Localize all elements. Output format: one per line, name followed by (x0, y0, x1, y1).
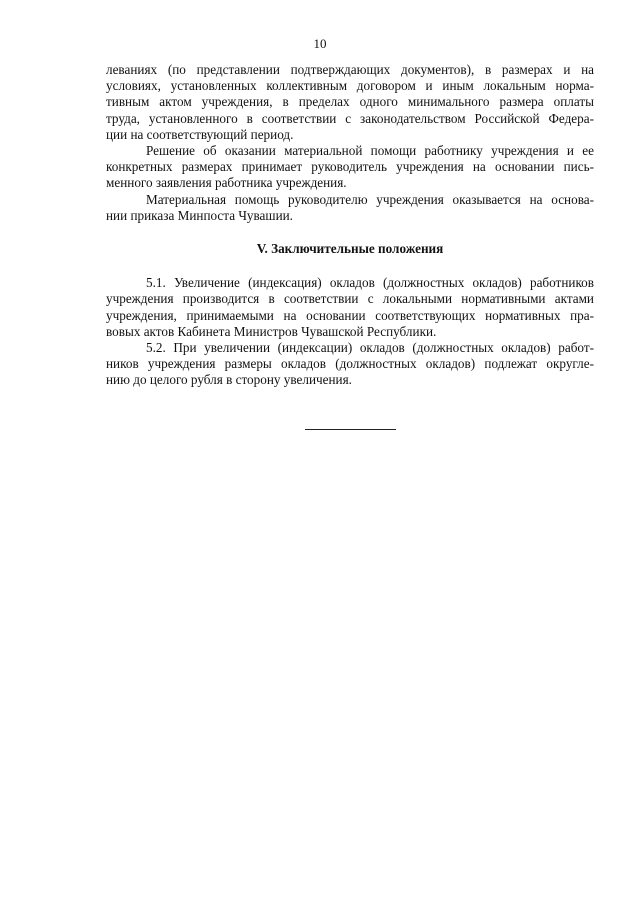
clause-5-2-paragraph (106, 340, 594, 389)
text-line: Материальная помощь руководителю учреждения оказывается на основа- (146, 191, 594, 207)
text-line: тивным актом учреждения, в пределах одного минимального размера оплаты (106, 94, 594, 110)
end-of-document-rule (305, 429, 396, 430)
text-line: учреждения производится в соответствии с локальными нормативными актами (106, 291, 594, 307)
section-heading: V. Заключительные положения (256, 241, 444, 257)
continuation-paragraph (106, 62, 594, 143)
text-line: ции на соответствующий период. (106, 126, 294, 142)
text-line: ников учреждения размеры окладов (должностных окладов) подлежат округле- (106, 356, 594, 372)
text-line: 5.1. Увеличение (индексация) окладов (должностных окладов) работников (146, 275, 594, 291)
document-body (106, 62, 594, 389)
text-line: 5.2. При увеличении (индексации) окладов (должностных окладов) работ- (146, 340, 594, 356)
text-line: Решение об оказании материальной помощи работнику учреждения и ее (146, 143, 594, 159)
text-line: учреждения, принимаемыми на основании соответствующих нормативных пра- (106, 307, 594, 323)
text-line: конкретных размерах принимает руководитель учреждения на основании пись- (106, 159, 594, 175)
text-line: леваниях (по представлении подтверждающих документов), в размерах и на (106, 62, 594, 77)
text-line: менного заявления работника учреждения. (106, 175, 347, 191)
text-line: труда, установленного в соответствии с законодательством Российской Федера- (106, 110, 594, 126)
text-line: нию до целого рубля в сторону увеличения. (106, 372, 352, 388)
page-number: 10 (313, 36, 327, 51)
clause-5-1-paragraph (106, 275, 594, 340)
decision-paragraph (106, 143, 594, 192)
director-aid-paragraph (106, 192, 594, 224)
text-line: вовых актов Кабинета Министров Чувашской Республики. (106, 323, 437, 339)
text-line: нии приказа Минпоста Чувашии. (106, 207, 293, 223)
text-line: условиях, установленных коллективным договором и иным локальным норма- (106, 78, 594, 94)
